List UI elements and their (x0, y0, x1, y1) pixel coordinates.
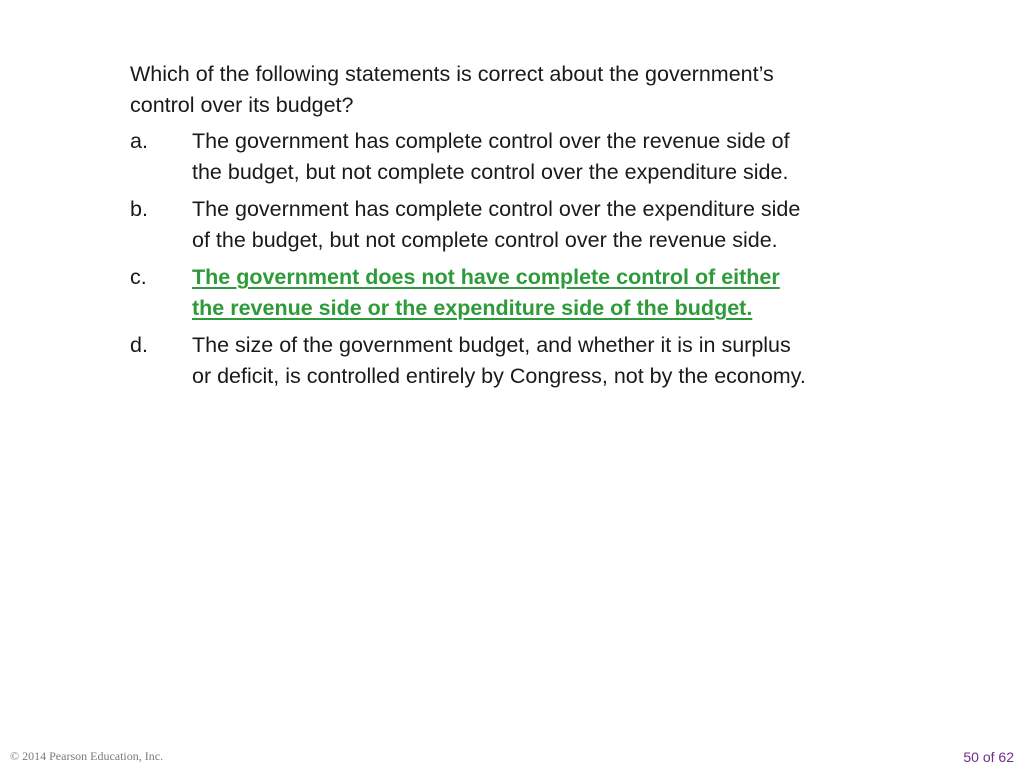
option-letter: b. (130, 197, 148, 221)
option-b (130, 194, 930, 256)
option-text (192, 194, 930, 256)
question-line: control over its budget? (130, 93, 354, 117)
option-line: The government does not have complete control of either (192, 265, 780, 289)
question-text (130, 59, 930, 121)
option-line: the budget, but not complete control over the expenditure side. (192, 160, 789, 184)
option-line: The government has complete control over the expenditure side (192, 197, 801, 221)
option-line: or deficit, is controlled entirely by Congress, not by the economy. (192, 364, 806, 388)
option-text (192, 330, 930, 392)
answer-options (130, 126, 930, 398)
correct-answer-text (192, 262, 930, 324)
option-line: The size of the government budget, and whether it is in surplus (192, 333, 791, 357)
option-letter: a. (130, 129, 148, 153)
page-number: 50 of 62 (963, 749, 1014, 765)
option-c-correct (130, 262, 930, 324)
option-line: The government has complete control over the revenue side of (192, 129, 790, 153)
option-line: the revenue side or the expenditure side of the budget. (192, 296, 753, 320)
option-text (192, 126, 930, 188)
copyright-notice: © 2014 Pearson Education, Inc. (10, 749, 164, 763)
option-a (130, 126, 930, 188)
option-line: of the budget, but not complete control over the revenue side. (192, 228, 778, 252)
option-d (130, 330, 930, 392)
option-letter: c. (130, 265, 147, 289)
option-letter: d. (130, 333, 148, 357)
question-line: Which of the following statements is correct about the government’s (130, 62, 774, 86)
